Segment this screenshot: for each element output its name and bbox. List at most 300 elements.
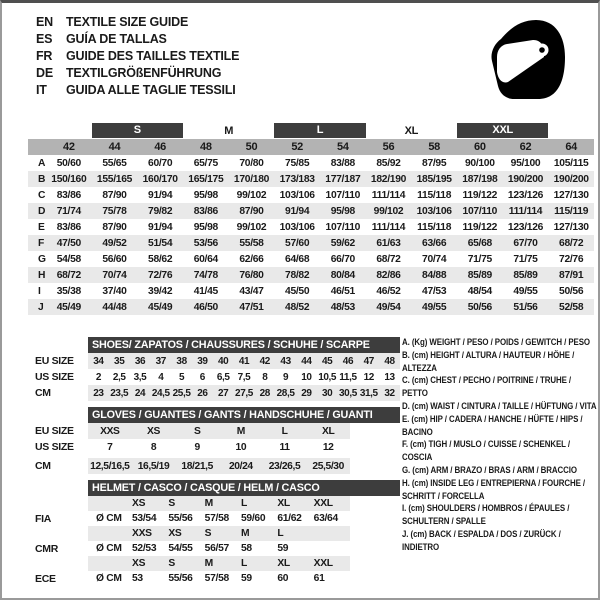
language-row (36, 64, 239, 81)
helmet-icon (488, 16, 568, 102)
legend-item: D. (cm) WAIST / CINTURA / TAILLE / HÜFTUNG / VITA (402, 400, 597, 411)
size-header-cell: 42 (63, 141, 75, 153)
gloves-table (30, 407, 400, 474)
value-cell: 2 (95, 371, 101, 383)
value-cell: 85/89 (467, 269, 492, 281)
value-cell: 52/58 (559, 301, 584, 313)
value-cell: 10,5 (318, 371, 337, 383)
standard-label: FIA (35, 512, 52, 525)
value-cell: 80/84 (330, 269, 355, 281)
value-cell: 24 (134, 387, 146, 399)
value-cell: 70/74 (422, 253, 447, 265)
helmet-value-row (30, 511, 400, 526)
value-cell: 12,5/16,5 (90, 460, 130, 472)
value-cell: 54/55 (168, 543, 193, 554)
language-code: EN (36, 14, 53, 29)
value-cell: 6 (199, 371, 205, 383)
value-cell: 119/122 (462, 189, 498, 201)
value-cell: 119/122 (462, 221, 498, 233)
value-cell: L (281, 425, 288, 437)
value-cell: 35 (114, 355, 125, 367)
value-cell: 8 (262, 371, 268, 383)
value-cell: 87/90 (239, 205, 264, 217)
value-cell: 5 (179, 371, 185, 383)
value-cell: 111/114 (371, 189, 406, 201)
gloves-header-row (30, 407, 400, 423)
value-cell: 8 (150, 441, 157, 453)
unit-label: Ø CM (96, 573, 122, 584)
row-values (88, 458, 350, 474)
value-cell: 91/94 (148, 221, 173, 233)
value-cell: 47/50 (56, 237, 81, 249)
size-cell: L (240, 558, 247, 569)
value-cell: 50/60 (56, 157, 81, 169)
value-cell: 3,5 (133, 371, 147, 383)
language-code: FR (36, 48, 53, 63)
value-cell: 82/86 (376, 269, 401, 281)
value-cell: 68/72 (559, 237, 584, 249)
value-cell: 48/54 (467, 285, 492, 297)
gloves-row (30, 439, 400, 455)
shoes-table (30, 337, 400, 401)
row-letter: A (38, 157, 46, 169)
value-cell: 72/76 (148, 269, 173, 281)
helmet-table-title: HELMET / CASCO / CASQUE / HELM / CASCO (88, 480, 400, 496)
shoes-header-row (30, 337, 400, 353)
value-cell: 71/75 (467, 253, 492, 265)
size-cell: XL (277, 498, 290, 509)
value-cell: M (236, 425, 245, 437)
value-cell: 155/165 (96, 173, 133, 185)
value-cell: 185/195 (416, 173, 452, 185)
value-cell: 2,5 (112, 371, 126, 383)
legend-item: I. (cm) SHOULDERS / HOMBROS / ÉPAULES / SCHULTERN / SPALLE (402, 503, 570, 527)
value-cell: 51/54 (148, 237, 173, 249)
size-group-m: M (224, 124, 234, 137)
value-cell: 16,5/19 (137, 460, 170, 472)
value-cell: 28,5 (276, 387, 295, 399)
value-cell: 10 (235, 441, 247, 453)
value-cell: 12 (322, 441, 334, 453)
standard-label: ECE (35, 572, 56, 585)
value-cell: 50/56 (559, 285, 584, 297)
size-header-cell: 56 (382, 141, 395, 153)
measurement-row (28, 203, 594, 219)
value-cell: 65/68 (467, 237, 492, 249)
unit-label: Ø CM (96, 513, 122, 524)
value-cell: S (193, 425, 201, 437)
value-cell: XL (322, 425, 335, 437)
value-cell: 45/49 (148, 301, 173, 313)
measurement-row (28, 219, 594, 235)
value-cell: 83/88 (330, 157, 355, 169)
size-group-l: L (274, 123, 365, 138)
row-letter: C (38, 189, 46, 201)
value-cell: 46/50 (193, 301, 218, 313)
value-cell: 83/86 (193, 205, 218, 217)
shoes-table-title: SHOES/ ZAPATOS / CHAUSSURES / SCHUHE / SCARPE (88, 337, 400, 353)
value-cell: 43/47 (239, 285, 264, 297)
value-cell: 84/88 (422, 269, 447, 281)
value-cell: 78/82 (285, 269, 310, 281)
value-cell: 59 (240, 573, 252, 584)
value-cell: 58/62 (148, 253, 173, 265)
value-cell: 68/72 (376, 253, 401, 265)
size-values (88, 526, 350, 541)
value-cell: 87/95 (422, 157, 447, 169)
legend-item: C. (cm) CHEST / PECHO / POITRINE / TRUHE / PETTO (402, 375, 571, 399)
guide-title: GUIDA ALLE TAGLIE TESSILI (66, 82, 236, 97)
value-cell: 58 (240, 543, 252, 554)
row-values (88, 369, 400, 385)
standard-values (88, 541, 350, 556)
standard-values (88, 511, 350, 526)
value-cell: 9 (194, 441, 200, 453)
value-cell: 23 (93, 387, 104, 399)
value-cell: 29 (301, 387, 312, 399)
value-cell: 48 (384, 355, 395, 367)
value-cell: 49/55 (513, 285, 538, 297)
size-cell: XS (168, 528, 182, 539)
value-cell: 62/66 (239, 253, 264, 265)
gloves-row (30, 458, 400, 474)
value-cell: 40 (218, 355, 229, 367)
helmet-size-row (30, 526, 400, 541)
value-cell: 57/60 (285, 237, 310, 249)
size-values (88, 496, 350, 511)
guide-title: GUIDE DES TAILLES TEXTILE (66, 48, 240, 63)
value-cell: 95/98 (193, 189, 218, 201)
value-cell: 45/50 (285, 285, 310, 297)
legend-item: H. (cm) INSIDE LEG / ENTREPIERNA / FOURCHE / SCHRITT / FORCELLA (402, 477, 586, 501)
value-cell: 25,5/30 (312, 460, 344, 472)
size-group-s: S (92, 123, 183, 138)
helmet-value-row (30, 541, 400, 556)
helmet-size-row (30, 496, 400, 511)
value-cell: 150/160 (51, 173, 87, 185)
language-title-list (36, 13, 239, 98)
guide-title: GUÍA DE TALLAS (66, 31, 167, 46)
row-letter: E (38, 221, 45, 233)
size-cell: M (204, 558, 213, 569)
value-cell: 103/106 (279, 221, 315, 233)
value-cell: 32 (384, 387, 395, 399)
value-cell: 85/92 (376, 157, 401, 169)
value-cell: 49/54 (376, 301, 401, 313)
value-cell: 11,5 (339, 371, 357, 383)
size-cell: S (168, 498, 175, 509)
row-letter: F (38, 237, 44, 249)
value-cell: 190/200 (553, 173, 589, 185)
measurement-row (28, 267, 594, 283)
value-cell: 87/90 (102, 189, 127, 201)
guide-title: TEXTILGRÖßENFÜHRUNG (66, 65, 222, 80)
value-cell: 6,5 (216, 371, 230, 383)
size-header-cell: 54 (337, 141, 349, 153)
value-cell: 27 (218, 387, 229, 399)
size-values (88, 556, 350, 571)
language-row (36, 47, 239, 64)
value-cell: 72/76 (559, 253, 584, 265)
row-letter: G (38, 253, 46, 265)
value-cell: 31,5 (359, 387, 378, 399)
value-cell: 170/180 (233, 173, 270, 185)
value-cell: 68/72 (56, 269, 81, 281)
measurement-row (28, 155, 594, 171)
value-cell: 59 (277, 543, 289, 554)
measurement-row (28, 299, 594, 315)
value-cell: 25,5 (172, 387, 191, 399)
value-cell: 107/110 (325, 221, 361, 233)
value-cell: 87/90 (102, 221, 127, 233)
value-cell: XXS (100, 425, 120, 437)
row-values (88, 423, 350, 439)
row-values (88, 353, 400, 369)
language-row (36, 81, 239, 98)
value-cell: 56/60 (102, 253, 127, 265)
row-label: US SIZE (35, 441, 74, 453)
value-cell: 11 (279, 441, 290, 453)
measurement-row (28, 171, 594, 187)
language-row (36, 30, 239, 47)
value-cell: 37 (155, 355, 166, 367)
value-cell: 20/24 (228, 460, 253, 472)
value-cell: 47 (363, 355, 374, 367)
value-cell: 95/100 (510, 157, 541, 169)
size-cell: XS (132, 558, 146, 569)
legend-item: E. (cm) HIP / CADERA / HANCHE / HÜFTE / HIPS / BACINO (402, 413, 583, 437)
row-values (88, 385, 400, 401)
value-cell: 115/118 (417, 189, 452, 201)
value-cell: 54/58 (56, 253, 81, 265)
gloves-row (30, 423, 400, 439)
legend-item: G. (cm) ARM / BRAZO / BRAS / ARM / BRACCIO (402, 464, 577, 475)
value-cell: 46 (342, 355, 354, 367)
value-cell: 44 (301, 355, 312, 367)
row-label: CM (35, 387, 51, 399)
legend-item: A. (Kg) WEIGHT / PESO / POIDS / GEWITCH / PESO (402, 337, 590, 347)
measurement-legend (402, 336, 597, 554)
value-cell: 59/62 (330, 237, 355, 249)
size-cell: M (204, 498, 213, 509)
row-letter: J (38, 301, 44, 313)
shoes-row (30, 353, 400, 369)
size-header-cell: 52 (291, 141, 303, 153)
value-cell: 91/94 (148, 189, 173, 201)
value-cell: 87/91 (559, 269, 584, 281)
value-cell: XS (147, 425, 160, 437)
legend-item: J. (cm) BACK / ESPALDA / DOS / ZURÜCK / INDIETRO (402, 528, 561, 552)
value-cell: 30 (322, 387, 333, 399)
value-cell: 49/55 (422, 301, 447, 313)
size-header-cell: 64 (565, 141, 577, 153)
value-cell: 99/102 (373, 205, 404, 217)
value-cell: 165/175 (188, 173, 224, 185)
language-row (36, 13, 239, 30)
value-cell: 55/58 (239, 237, 264, 249)
helmet-header-row (30, 480, 400, 496)
size-header-cell: 62 (519, 141, 532, 153)
value-cell: 27,5 (235, 387, 253, 399)
value-cell: 23/26,5 (268, 460, 301, 472)
value-cell: 24,5 (151, 387, 170, 399)
value-cell: 53/56 (193, 237, 218, 249)
value-cell: 107/110 (462, 205, 498, 217)
value-cell: 53/54 (132, 513, 157, 524)
helmet-table (30, 480, 400, 586)
value-cell: 123/126 (507, 189, 544, 201)
language-code: IT (36, 82, 47, 97)
value-cell: 37/40 (102, 285, 127, 297)
value-cell: 60/70 (148, 157, 173, 169)
value-cell: 28 (259, 387, 270, 399)
value-cell: 9 (282, 371, 289, 383)
measurement-row (28, 187, 594, 203)
value-cell: 7,5 (237, 371, 251, 383)
value-cell: 23,5 (110, 387, 129, 399)
value-cell: 83/86 (56, 221, 81, 233)
size-header-cell: 60 (474, 141, 486, 153)
value-cell: 38 (176, 355, 187, 367)
value-cell: 64/68 (285, 253, 310, 265)
value-cell: 35/38 (56, 285, 81, 297)
value-cell: 187/198 (462, 173, 498, 185)
value-cell: 48/52 (285, 301, 310, 313)
value-cell: 127/130 (553, 189, 589, 201)
value-cell: 50/56 (467, 301, 492, 313)
value-cell: 41/45 (193, 285, 218, 297)
value-cell: 127/130 (553, 221, 589, 233)
numeric-size-row (28, 139, 594, 155)
size-cell: L (240, 498, 247, 509)
value-cell: 115/119 (554, 205, 589, 217)
row-label: EU SIZE (35, 355, 74, 367)
value-cell: 61/62 (277, 513, 302, 524)
value-cell: 71/74 (56, 205, 81, 217)
value-cell: 12 (363, 371, 374, 383)
value-cell: 42 (259, 355, 270, 367)
value-cell: 83/86 (56, 189, 81, 201)
value-cell: 85/89 (513, 269, 538, 281)
value-cell: 39 (197, 355, 208, 367)
row-letter: B (38, 173, 46, 185)
shoes-row (30, 385, 400, 401)
gloves-table-title: GLOVES / GUANTES / GANTS / HANDSCHUHE / GUANTI (88, 407, 400, 423)
value-cell: 107/110 (325, 189, 361, 201)
textile-size-table (28, 122, 594, 315)
helmet-size-row (30, 556, 400, 571)
value-cell: 99/102 (236, 189, 267, 201)
value-cell: 61 (313, 573, 325, 584)
measurement-row (28, 235, 594, 251)
value-cell: 48/53 (330, 301, 355, 313)
value-cell: 18/21,5 (181, 460, 213, 472)
value-cell: 90/100 (464, 157, 495, 169)
value-cell: 53 (132, 573, 143, 584)
value-cell: 7 (107, 441, 113, 453)
row-values (88, 439, 350, 455)
value-cell: 63/64 (313, 513, 338, 524)
row-label: EU SIZE (35, 425, 74, 437)
standard-values (88, 571, 350, 586)
value-cell: 182/190 (370, 173, 407, 185)
standard-label: CMR (35, 542, 59, 555)
size-header-cell: 50 (245, 141, 258, 153)
size-header-cell: 44 (108, 141, 121, 153)
value-cell: 76/80 (239, 269, 264, 281)
size-cell: S (204, 528, 212, 539)
size-cell: M (240, 528, 250, 539)
value-cell: 46/52 (376, 285, 401, 297)
value-cell: 13 (384, 371, 395, 383)
size-cell: XXS (132, 528, 152, 539)
guide-title: TEXTILE SIZE GUIDE (66, 14, 189, 29)
value-cell: 52/53 (132, 543, 157, 554)
size-header-cell: 48 (200, 141, 212, 153)
value-cell: 57/58 (204, 573, 229, 584)
value-cell: 59/60 (240, 513, 266, 524)
helmet-value-row (30, 571, 400, 586)
value-cell: 45 (322, 355, 333, 367)
value-cell: 26 (197, 387, 208, 399)
value-cell: 46/51 (330, 285, 355, 297)
legend-item: F. (cm) TIGH / MUSLO / CUISSE / SCHENKEL / COSCIA (402, 439, 570, 463)
row-letter: I (38, 285, 41, 297)
value-cell: 70/80 (239, 157, 264, 169)
size-cell: XXL (313, 558, 333, 569)
value-cell: 67/70 (513, 237, 538, 249)
size-group-xl: XL (404, 124, 419, 137)
value-cell: 60 (277, 573, 289, 584)
value-cell: 70/74 (102, 269, 127, 281)
value-cell: 75/85 (285, 157, 310, 169)
value-cell: 39/42 (148, 285, 173, 297)
value-cell: 111/114 (508, 205, 543, 217)
shoes-row (30, 369, 400, 385)
value-cell: 47/51 (239, 301, 264, 313)
value-cell: 95/98 (193, 221, 218, 233)
value-cell: 71/75 (513, 253, 538, 265)
value-cell: 43 (280, 355, 291, 367)
value-cell: 173/183 (279, 173, 315, 185)
value-cell: 63/66 (422, 237, 447, 249)
value-cell: 56/57 (204, 543, 229, 554)
value-cell: 60/64 (193, 253, 218, 265)
measurement-row (28, 251, 594, 267)
value-cell: 115/118 (417, 221, 452, 233)
value-cell: 49/52 (102, 237, 127, 249)
language-code: ES (36, 31, 53, 46)
value-cell: 4 (158, 371, 164, 383)
value-cell: 10 (301, 371, 312, 383)
value-cell: 47/53 (422, 285, 447, 297)
value-cell: 45/49 (56, 301, 81, 313)
size-group-row (28, 122, 594, 139)
row-label: US SIZE (35, 371, 74, 383)
size-header-cell: 46 (154, 141, 166, 153)
value-cell: 123/126 (507, 221, 544, 233)
value-cell: 103/106 (279, 189, 315, 201)
value-cell: 41 (238, 355, 250, 367)
value-cell: 95/98 (330, 205, 355, 217)
value-cell: 61/63 (376, 237, 401, 249)
size-group-xxl: XXL (457, 123, 548, 138)
value-cell: 36 (134, 355, 146, 367)
value-cell: 103/106 (416, 205, 452, 217)
legend-item: B. (cm) HEIGHT / ALTURA / HAUTEUR / HÖHE / ALTEZZA (402, 349, 575, 373)
value-cell: 65/75 (193, 157, 218, 169)
value-cell: 74/78 (193, 269, 218, 281)
